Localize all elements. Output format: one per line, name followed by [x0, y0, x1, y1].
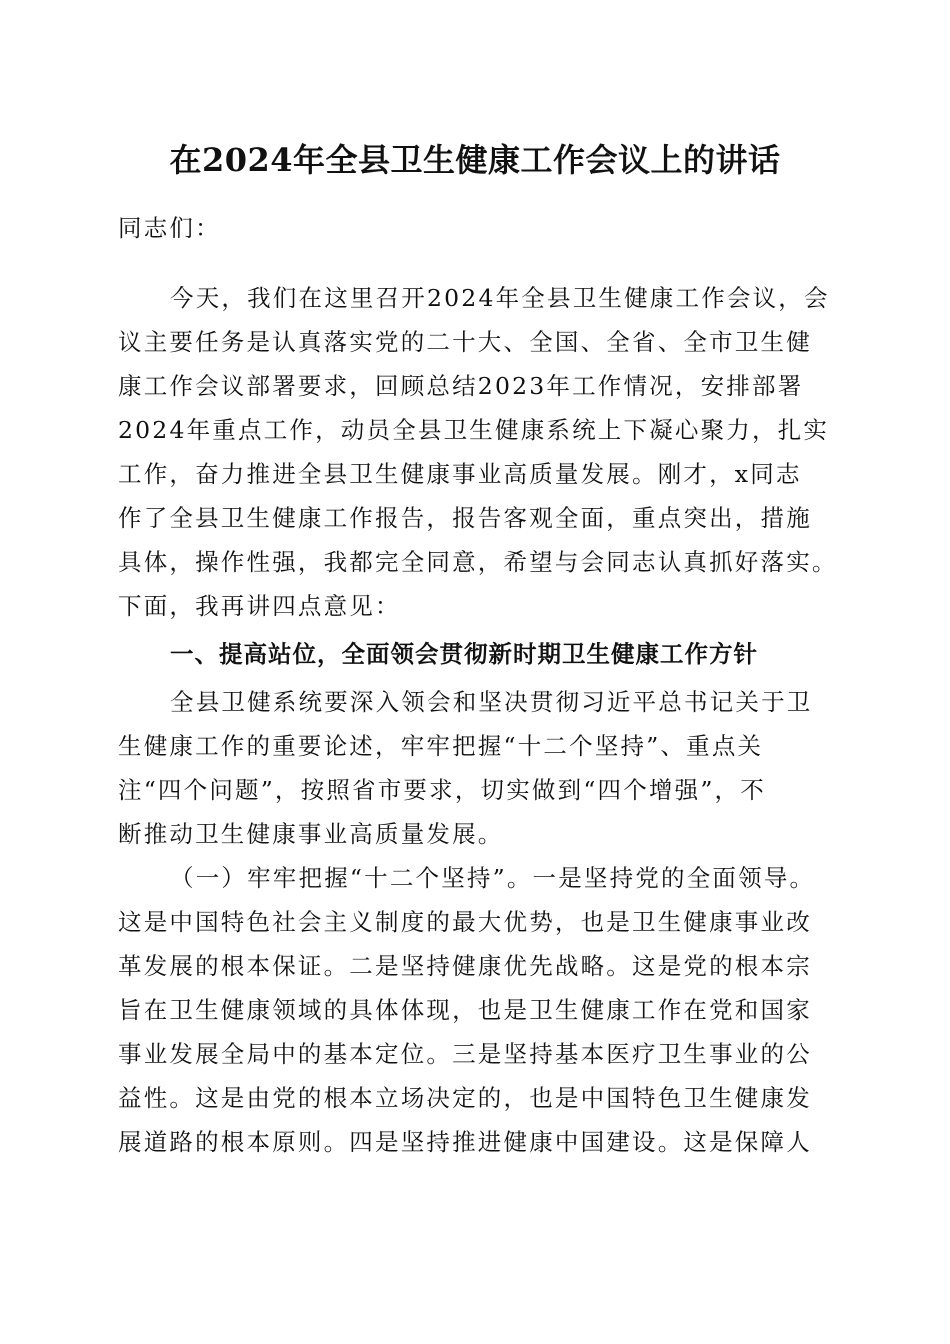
- subsection-line: （一）牢牢把握“十二个坚持”。一是坚持党的全面领导。: [170, 864, 816, 892]
- subsection-line: 这是中国特色社会主义制度的最大优势，也是卫生健康事业改: [118, 908, 812, 936]
- subsection-line: 事业发展全局中的基本定位。三是坚持基本医疗卫生事业的公: [118, 1040, 812, 1068]
- document-title: 在2024年全县卫生健康工作会议上的讲话: [169, 141, 781, 179]
- intro-line: 作了全县卫生健康工作报告，报告客观全面，重点突出，措施: [118, 504, 812, 532]
- subsection-line: 展道路的根本原则。四是坚持推进健康中国建设。这是保障人: [118, 1128, 812, 1156]
- intro-line: 今天，我们在这里召开2024年全县卫生健康工作会议，会: [170, 284, 830, 312]
- intro-line: 议主要任务是认真落实党的二十大、全国、全省、全市卫生健: [118, 328, 812, 356]
- section-line: 生健康工作的重要论述，牢牢把握“十二个坚持”、重点关: [118, 732, 764, 760]
- section-line: 全县卫健系统要深入领会和坚决贯彻习近平总书记关于卫: [170, 688, 813, 716]
- section-heading: 一、提高站位，全面领会贯彻新时期卫生健康工作方针: [170, 640, 758, 668]
- section-line: 注“四个问题”，按照省市要求，切实做到“四个增强”，不: [118, 776, 766, 804]
- intro-line: 下面，我再讲四点意见：: [118, 592, 401, 620]
- section-line: 断推动卫生健康事业高质量发展。: [118, 820, 504, 848]
- intro-line: 康工作会议部署要求，回顾总结2023年工作情况，安排部署: [118, 372, 804, 400]
- subsection-line: 旨在卫生健康领域的具体体现，也是卫生健康工作在党和国家: [118, 996, 812, 1024]
- subsection-line: 革发展的根本保证。二是坚持健康优先战略。这是党的根本宗: [118, 952, 812, 980]
- subsection-line: 益性。这是由党的根本立场决定的，也是中国特色卫生健康发: [118, 1084, 812, 1112]
- intro-line: 具体，操作性强，我都完全同意，希望与会同志认真抓好落实。: [118, 548, 838, 576]
- intro-line: 工作，奋力推进全县卫生健康事业高质量发展。刚才，x同志: [118, 460, 802, 488]
- salutation: 同志们：: [118, 214, 221, 242]
- intro-line: 2024年重点工作，动员全县卫生健康系统上下凝心聚力，扎实: [118, 416, 830, 444]
